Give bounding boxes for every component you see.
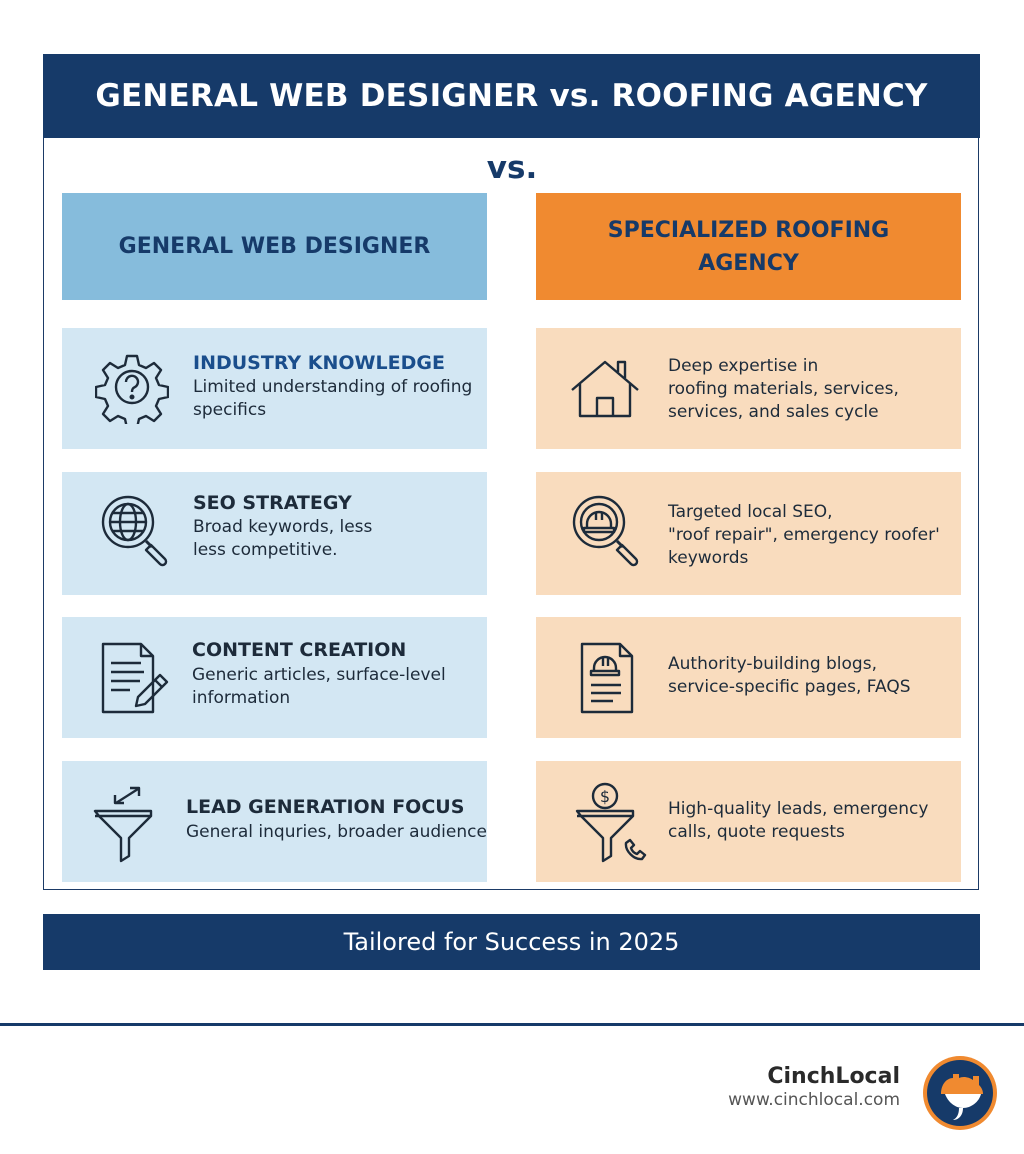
- card-text: [668, 355, 899, 424]
- footer-divider: [0, 1023, 1024, 1026]
- brand-url[interactable]: www.cinchlocal.com: [728, 1090, 900, 1110]
- card-text-line: Limited understanding of roofing: [193, 377, 473, 397]
- card-text: [668, 501, 940, 570]
- card-text-line: Broad keywords, less: [193, 517, 373, 537]
- card-text-line: Targeted local SEO,: [668, 502, 833, 522]
- page-title: GENERAL WEB DESIGNER vs. ROOFING AGENCY: [43, 54, 980, 138]
- card-text-line: calls, quote requests: [668, 822, 845, 842]
- card-text-line: service-specific pages, FAQS: [668, 677, 911, 697]
- card-authority-content: [536, 617, 961, 738]
- card-text-line: keywords: [668, 548, 749, 568]
- card-text-line: High-quality leads, emergency: [668, 799, 929, 819]
- house-icon: [570, 358, 640, 418]
- globe-search-icon: [98, 494, 174, 570]
- hardhat-document-icon: [579, 641, 637, 715]
- card-targeted-seo: [536, 472, 961, 595]
- roofing-agency-heading: [536, 193, 961, 300]
- card-text-line: "roof repair", emergency roofer': [668, 525, 940, 545]
- card-text: [192, 664, 446, 710]
- card-text-line: roofing materials, services,: [668, 379, 899, 399]
- general-designer-heading: GENERAL WEB DESIGNER: [62, 193, 487, 300]
- brand-name: CinchLocal: [767, 1064, 900, 1089]
- card-text-line: specifics: [193, 400, 267, 420]
- card-text: [668, 798, 928, 844]
- funnel-dollar-phone-icon: [574, 781, 648, 863]
- card-text: [193, 376, 472, 422]
- funnel-arrows-icon: [92, 783, 172, 863]
- card-content-creation: [62, 617, 487, 738]
- cinchlocal-logo-icon: [921, 1054, 999, 1136]
- card-deep-expertise: [536, 328, 961, 449]
- tagline-banner: Tailored for Success in 2025: [43, 914, 980, 970]
- roofing-agency-heading-line: AGENCY: [698, 250, 799, 276]
- card-title: CONTENT CREATION: [192, 639, 407, 661]
- roofing-agency-heading-line: SPECIALIZED ROOFING: [607, 217, 890, 243]
- card-text: [193, 516, 372, 562]
- card-title: SEO STRATEGY: [193, 492, 352, 514]
- card-seo-strategy: [62, 472, 487, 595]
- card-text: [668, 653, 911, 699]
- card-text: [186, 821, 487, 844]
- card-text-line: Deep expertise in: [668, 356, 819, 376]
- card-lead-generation: [62, 761, 487, 882]
- hardhat-search-icon: [569, 494, 645, 570]
- card-industry-knowledge: [62, 328, 487, 449]
- vs-label: vs.: [486, 150, 538, 186]
- card-text-line: Authority-building blogs,: [668, 654, 877, 674]
- card-text-line: General inquries, broader audience: [186, 822, 487, 842]
- card-text-line: services, and sales cycle: [668, 402, 879, 422]
- gear-question-icon: [95, 350, 169, 424]
- card-text-line: Generic articles, surface-level: [192, 665, 446, 685]
- card-title: LEAD GENERATION FOCUS: [186, 796, 465, 818]
- document-pencil-icon: [100, 641, 172, 715]
- card-title: INDUSTRY KNOWLEDGE: [193, 352, 445, 374]
- card-text-line: information: [192, 688, 291, 708]
- svg-text:$: $: [599, 787, 611, 806]
- card-text-line: less competitive.: [193, 540, 338, 560]
- card-high-quality-leads: [536, 761, 961, 882]
